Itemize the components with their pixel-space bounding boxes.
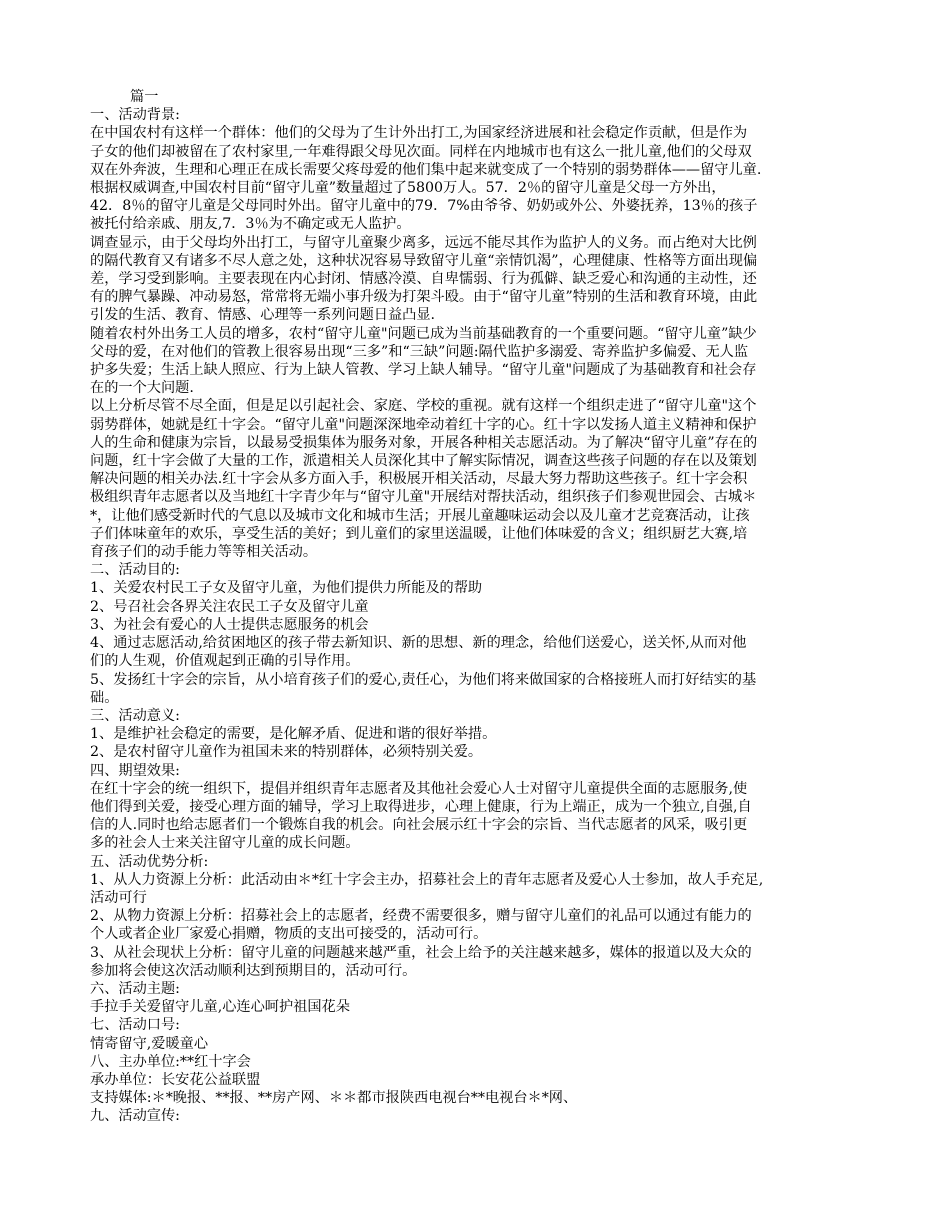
text-line: 弱势群体，她就是红十字会。“留守儿童"问题深深地牵动着红十字的心。红十字以发扬人道主义精神和保护: [90, 416, 757, 433]
text-line: 他们得到关爱，接受心理方面的辅导，学习上取得进步，心理上健康，行为上端正，成为一个独立,自强,自: [90, 798, 752, 815]
text-line: 子女的他们却被留在了农村家里,一年难得跟父母见次面。同样在内地城市也有这么一批儿童,他们的父母双: [90, 143, 752, 160]
text-line: 在红十字会的统一组织下，提倡并组织青年志愿者及其他社会爱心人士对留守儿童提供全面的志愿服务,使: [90, 780, 748, 797]
text-line: 参加将会使这次活动顺利达到预期目的，活动可行。: [90, 962, 417, 979]
text-line: 个人或者企业厂家爱心捐赠，物质的支出可接受的，活动可行。: [90, 926, 488, 943]
text-line: 础。: [90, 689, 119, 706]
text-line: 育孩子们的动手能力等等相关活动。: [90, 544, 318, 561]
text-line: 信的人.同时也给志愿者们一个锻炼自我的机会。向社会展示红十字会的宗旨、当代志愿者的风采，吸引更: [90, 817, 748, 834]
text-line: 九、活动宣传:: [90, 1108, 180, 1125]
text-line: 极组织青年志愿者以及当地红十字青少年与“留守儿童"开展结对帮扶活动，组织孩子们参观世园会、古城＊: [90, 489, 757, 506]
text-line: 双在外奔波，生理和心理正在成长需要父疼母爱的他们集中起来就变成了一个特别的弱势群体——留守儿童.: [90, 161, 762, 178]
text-line: 多的社会人士来关注留守儿童的成长问题。: [90, 835, 360, 852]
text-line: 差，学习受到影响。主要表现在内心封闭、情感冷漠、自卑懦弱、行为孤僻、缺乏爱心和沟通的主动性，还: [90, 271, 757, 288]
text-line: 支持媒体:＊*晚报、**报、**房产网、＊＊都市报陕西电视台**电视台＊*网、: [90, 1090, 578, 1107]
text-line: 随着农村外出务工人员的增多，农村“留守儿童"问题已成为当前基础教育的一个重要问题。“留守儿童”缺少: [90, 325, 757, 342]
text-line: 五、活动优势分析:: [90, 853, 209, 870]
text-line: 有的脾气暴躁、冲动易怒，常常将无端小事升级为打架斗殴。由于“留守儿童”特别的生活和教育环境，由此: [90, 289, 758, 306]
text-line: 4、通过志愿活动,给贫困地区的孩子带去新知识、新的思想、新的理念，给他们送爱心，送关怀,从而对他: [90, 635, 747, 652]
text-line: 二、活动目的:: [90, 562, 180, 579]
text-line: 情寄留守,爱暖童心: [90, 1035, 209, 1052]
text-line: 5、发扬红十字会的宗旨，从小培育孩子们的爱心,责任心，为他们将来做国家的合格接班人而打好结实的基: [90, 671, 757, 688]
text-line: 活动可行: [90, 889, 147, 906]
text-line: 手拉手关爱留守儿童,心连心呵护祖国花朵: [90, 999, 350, 1016]
text-line: 2、号召社会各界关注农民工子女及留守儿童: [90, 598, 369, 615]
text-line: *，让他们感受新时代的气息以及城市文化和城市生活；开展儿童趣味运动会以及儿童才艺竞赛活动，让孩: [90, 507, 750, 524]
text-line: 三、活动意义:: [90, 707, 180, 724]
text-line: 问题，红十字会做了大量的工作，派遣相关人员深化其中了解实际情况，调查这些孩子问题的存在以及策划: [90, 453, 757, 470]
text-line: 解决问题的相关办法.红十字会从多方面入手，积极展开相关活动，尽最大努力帮助这些孩子。红十字会积: [90, 471, 748, 488]
text-line: 根据权威调查,中国农村目前“留守儿童”数量超过了5800万人。57．2％的留守儿童是父母一方外出，: [90, 180, 726, 197]
text-line: 的隔代教育又有诸多不尽人意之处，这种状况容易导致留守儿童“亲情饥渴”，心理健康、性格等方面出现偏: [90, 252, 758, 269]
text-line: 八、主办单位:**红十字会: [90, 1053, 251, 1070]
text-line: 承办单位：长安花公益联盟: [90, 1071, 261, 1088]
text-line: 一、活动背景:: [90, 107, 180, 124]
text-line: 护多失爱；生活上缺人照应、行为上缺人管教、学习上缺人辅导。“留守儿童"问题成了为基础教育和社会存: [90, 362, 757, 379]
text-line: 六、活动主题:: [90, 980, 180, 997]
document-title: 篇一: [130, 89, 159, 105]
text-line: 在中国农村有这样一个群体：他们的父母为了生计外出打工,为国家经济进展和社会稳定作贡献，但是作为: [90, 125, 748, 142]
text-line: 父母的爱，在对他们的管教上很容易出现“三多”和“三缺”问题:隔代监护多溺爱、寄养监护多偏爱、无人监: [90, 343, 749, 360]
text-line: 以上分析尽管不尽全面，但是足以引起社会、家庭、学校的重视。就有这样一个组织走进了“留守儿童"这个: [90, 398, 757, 415]
text-line: 1、关爱农村民工子女及留守儿童，为他们提供力所能及的帮助: [90, 580, 483, 597]
text-line: 七、活动口号:: [90, 1017, 180, 1034]
text-line: 们的人生观，价值观起到正确的引导作用。: [90, 653, 360, 670]
text-line: 引发的生活、教育、情感、心理等一系列问题日益凸显.: [90, 307, 436, 324]
text-line: 四、期望效果:: [90, 762, 180, 779]
text-line: 人的生命和健康为宗旨，以最易受损集体为服务对象，开展各种相关志愿活动。为了解决“留守儿童”存在的: [90, 434, 758, 451]
text-line: 3、从社会现状上分析：留守儿童的问题越来越严重，社会上给予的关注越来越多，媒体的报道以及大众的: [90, 944, 752, 961]
text-line: 被托付给亲戚、朋友,7．3％为不确定或无人监护。: [90, 216, 411, 233]
text-line: 3、为社会有爱心的人士提供志愿服务的机会: [90, 616, 369, 633]
text-line: 2、从物力资源上分析：招募社会上的志愿者，经费不需要很多，赠与留守儿童们的礼品可以通过有能力的: [90, 908, 752, 925]
text-line: 子们体味童年的欢乐，享受生活的美好；到儿童们的家里送温暖，让他们体味爱的含义；组织厨艺大赛,培: [90, 525, 748, 542]
text-line: 1、是维护社会稳定的需要，是化解矛盾、促进和谐的很好举措。: [90, 726, 497, 743]
text-line: 1、从人力资源上分析：此活动由＊*红十字会主办，招募社会上的青年志愿者及爱心人士参加，故人手充足,: [90, 871, 764, 888]
text-line: 2、是农村留守儿童作为祖国未来的特别群体，必须特别关爱。: [90, 744, 483, 761]
text-line: 42．8％的留守儿童是父母同时外出。留守儿童中的79．7%由爷爷、奶奶或外公、外婆抚养，13％的孩子: [90, 198, 758, 215]
text-line: 在的一个大问题.: [90, 380, 194, 397]
document-body: [90, 106, 860, 1125]
text-line: 调查显示，由于父母均外出打工，与留守儿童聚少离多，远远不能尽其作为监护人的义务。而占绝对大比例: [90, 234, 757, 251]
